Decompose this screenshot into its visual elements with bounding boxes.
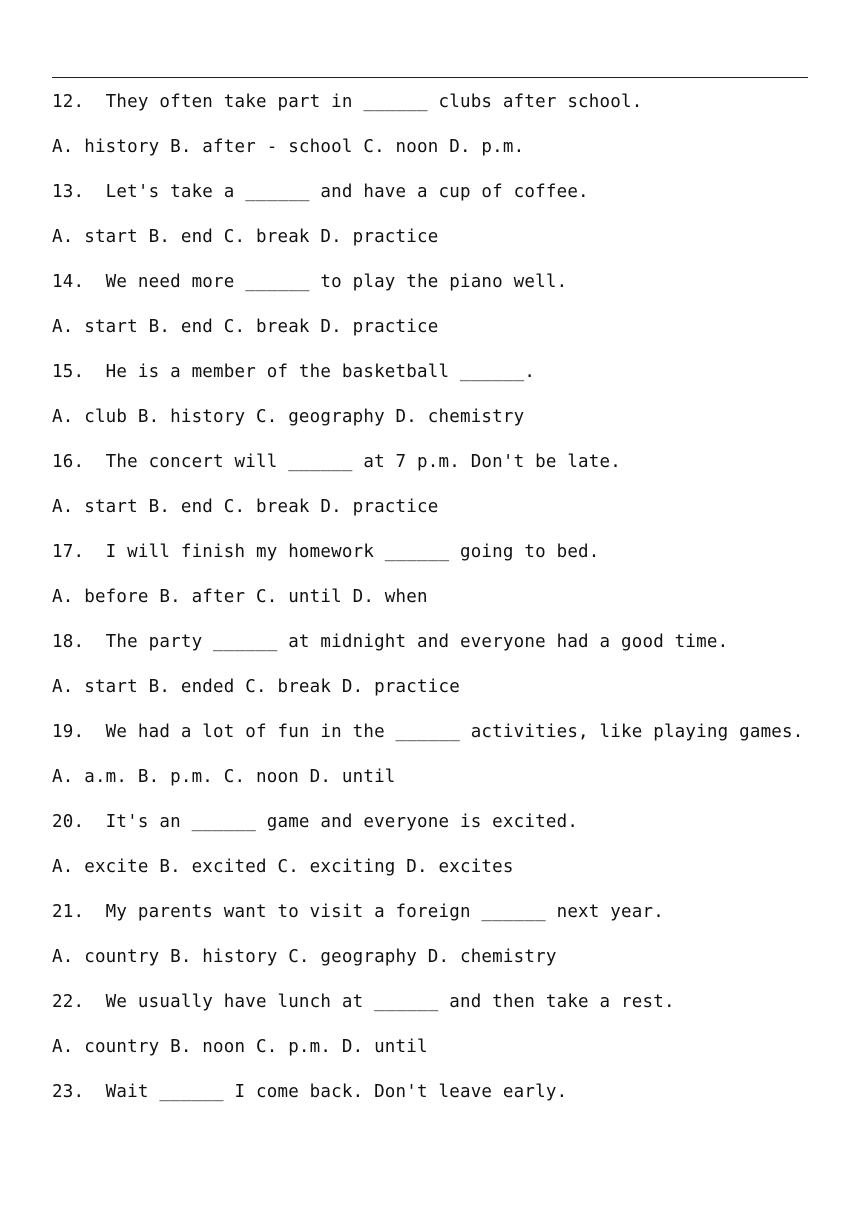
question-14: 14. We need more ______ to play the piano well. [52,272,568,292]
question-19: 19. We had a lot of fun in the ______ activities, like playing games. [52,722,804,742]
options-17: A. before B. after C. until D. when [52,587,428,607]
question-20: 20. It's an ______ game and everyone is excited. [52,812,579,832]
question-21: 21. My parents want to visit a foreign ______ next year. [52,902,664,922]
options-15: A. club B. history C. geography D. chemistry [52,407,525,427]
header-rule [52,77,808,78]
question-16: 16. The concert will ______ at 7 p.m. Don't be late. [52,452,622,472]
question-13: 13. Let's take a ______ and have a cup of coffee. [52,182,589,202]
question-12: 12. They often take part in ______ clubs after school. [52,92,643,112]
options-14: A. start B. end C. break D. practice [52,317,439,337]
options-22: A. country B. noon C. p.m. D. until [52,1037,428,1057]
options-21: A. country B. history C. geography D. chemistry [52,947,557,967]
question-17: 17. I will finish my homework ______ going to bed. [52,542,600,562]
options-12: A. history B. after - school C. noon D. p.m. [52,137,525,157]
options-18: A. start B. ended C. break D. practice [52,677,460,697]
question-18: 18. The party ______ at midnight and everyone had a good time. [52,632,729,652]
question-15: 15. He is a member of the basketball ______. [52,362,536,382]
question-23: 23. Wait ______ I come back. Don't leave early. [52,1082,568,1102]
question-list [52,90,822,1125]
options-16: A. start B. end C. break D. practice [52,497,439,517]
options-20: A. excite B. excited C. exciting D. excites [52,857,514,877]
question-22: 22. We usually have lunch at ______ and then take a rest. [52,992,675,1012]
options-13: A. start B. end C. break D. practice [52,227,439,247]
options-19: A. a.m. B. p.m. C. noon D. until [52,767,396,787]
